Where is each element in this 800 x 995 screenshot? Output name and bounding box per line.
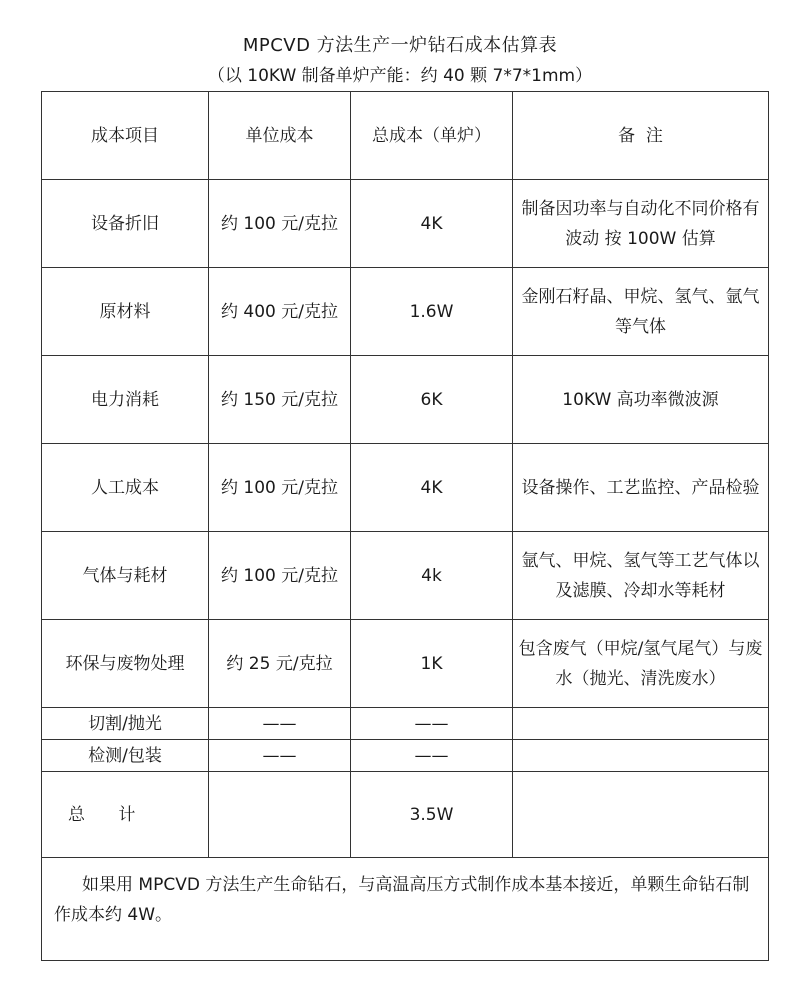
- row-item: 原材料: [42, 268, 209, 356]
- row-total-cost: ——: [351, 708, 513, 740]
- table-row: [42, 444, 769, 532]
- table-row: [42, 356, 769, 444]
- row-item: 气体与耗材: [42, 532, 209, 620]
- header-note: 备 注: [513, 92, 769, 180]
- row-total-cost: 4K: [351, 444, 513, 532]
- total-label-text: 总 计: [68, 804, 150, 825]
- row-total-cost: 1.6W: [351, 268, 513, 356]
- row-unit-cost: 约 100 元/克拉: [209, 532, 351, 620]
- table-row: [42, 532, 769, 620]
- row-unit-cost: 约 150 元/克拉: [209, 356, 351, 444]
- row-note: 金刚石籽晶、甲烷、氢气、氩气等气体: [513, 268, 769, 356]
- total-unit-cost: [209, 772, 351, 858]
- row-unit-cost: ——: [209, 708, 351, 740]
- table-row: [42, 180, 769, 268]
- total-label: [42, 772, 209, 858]
- table-row: [42, 620, 769, 708]
- table-header-row: [42, 92, 769, 180]
- row-total-cost: 1K: [351, 620, 513, 708]
- row-unit-cost: 约 25 元/克拉: [209, 620, 351, 708]
- table-row: [42, 740, 769, 772]
- document-subtitle: （以 10KW 制备单炉产能：约 40 颗 7*7*1mm）: [207, 66, 593, 86]
- row-note: 包含废气（甲烷/氢气尾气）与废水（抛光、清洗废水）: [513, 620, 769, 708]
- row-item: 检测/包装: [42, 740, 209, 772]
- footnote-row: [42, 858, 769, 961]
- row-item: 环保与废物处理: [42, 620, 209, 708]
- row-item: 电力消耗: [42, 356, 209, 444]
- header-unit-cost: 单位成本: [209, 92, 351, 180]
- row-item: 设备折旧: [42, 180, 209, 268]
- cost-table: [41, 91, 769, 961]
- row-unit-cost: 约 400 元/克拉: [209, 268, 351, 356]
- row-note: [513, 740, 769, 772]
- row-item: 切割/抛光: [42, 708, 209, 740]
- row-note: 10KW 高功率微波源: [513, 356, 769, 444]
- row-unit-cost: 约 100 元/克拉: [209, 444, 351, 532]
- total-cost-value: 3.5W: [351, 772, 513, 858]
- row-total-cost: 4K: [351, 180, 513, 268]
- total-row: [42, 772, 769, 858]
- row-item: 人工成本: [42, 444, 209, 532]
- total-note: [513, 772, 769, 858]
- row-note: 设备操作、工艺监控、产品检验: [513, 444, 769, 532]
- row-note: 氩气、甲烷、氢气等工艺气体以及滤膜、冷却水等耗材: [513, 532, 769, 620]
- header-item: 成本项目: [42, 92, 209, 180]
- document-title: MPCVD 方法生产一炉钻石成本估算表: [242, 35, 558, 56]
- row-unit-cost: ——: [209, 740, 351, 772]
- row-note: 制备因功率与自动化不同价格有波动 按 100W 估算: [513, 180, 769, 268]
- table-row: [42, 268, 769, 356]
- row-total-cost: 6K: [351, 356, 513, 444]
- row-note: [513, 708, 769, 740]
- row-total-cost: 4k: [351, 532, 513, 620]
- header-total-cost: 总成本（单炉）: [351, 92, 513, 180]
- row-unit-cost: 约 100 元/克拉: [209, 180, 351, 268]
- table-row: [42, 708, 769, 740]
- row-total-cost: ——: [351, 740, 513, 772]
- footnote: 如果用 MPCVD 方法生产生命钻石，与高温高压方式制作成本基本接近，单颗生命钻石制作成本约 4W。: [42, 858, 769, 961]
